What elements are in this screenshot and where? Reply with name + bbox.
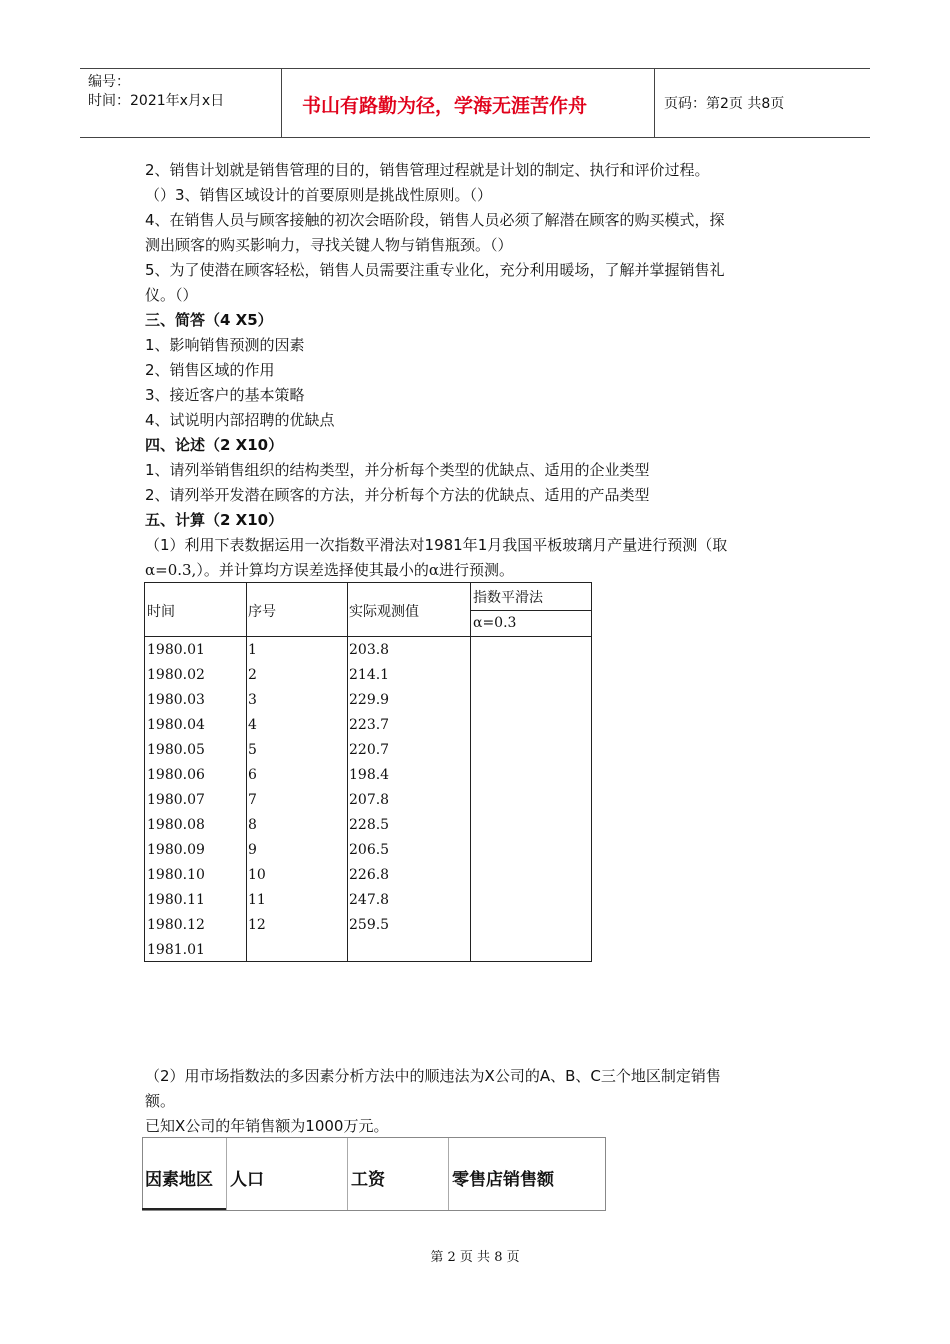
table-header: 零售店销售额 [452,1170,554,1190]
header-divider [281,69,282,137]
table-cell: 1980.08 [147,817,205,833]
table-header: 序号 [248,604,276,620]
table-cell: 5 [248,742,257,758]
table-cell: 1980.11 [147,892,205,908]
question-line: （1）利用下表数据运用一次指数平滑法对1981年1月我国平板玻璃月产量进行预测（取 [145,536,728,554]
list-item: 4、试说明内部招聘的优缺点 [145,411,335,429]
table-divider [470,583,471,961]
table-cell: 198.4 [349,767,390,783]
header-meta [88,73,224,111]
question-line: （）3、销售区域设计的首要原则是挑战性原则。（） [145,186,493,204]
table-cell: 223.7 [349,717,390,733]
table-cell: 1980.03 [147,692,205,708]
question-line: （2）用市场指数法的多因素分析方法中的顺违法为X公司的A、B、C三个地区制定销售 [145,1067,721,1085]
table-cell: 214.1 [349,667,390,683]
table-cell: 6 [248,767,257,783]
table-header: 实际观测值 [349,604,419,620]
table-cell: 228.5 [349,817,390,833]
question-line: 仪。（） [145,286,198,304]
table-cell: 1980.12 [147,917,205,933]
table-header: 因素地区 [145,1170,213,1190]
question-line: 5、为了使潜在顾客轻松，销售人员需要注重专业化，充分利用暖场，了解并掌握销售礼 [145,261,725,279]
underline [142,1208,226,1210]
page-footer: 第 2 页 共 8 页 [430,1250,520,1265]
question-line: α=0.3,）。并计算均方误差选择使其最小的α进行预测。 [145,561,514,579]
question-line: 已知X公司的年销售额为1000万元。 [145,1117,389,1135]
header-divider [654,69,655,137]
table-cell: 3 [248,692,257,708]
page-header [80,68,870,138]
list-item: 1、请列举销售组织的结构类型，并分析每个类型的优缺点、适用的企业类型 [145,461,650,479]
table-header: 工资 [351,1170,385,1190]
question-line: 2、销售计划就是销售管理的目的，销售管理过程就是计划的制定、执行和评价过程。 [145,161,710,179]
table-divider [470,610,591,611]
table-cell: 9 [248,842,257,858]
table-cell: 247.8 [349,892,390,908]
table-header: 时间 [147,604,175,620]
table-cell: 207.8 [349,792,390,808]
table-cell: 1980.09 [147,842,205,858]
table-cell: 8 [248,817,257,833]
question-line: 测出顾客的购买影响力，寻找关键人物与销售瓶颈。（） [145,236,513,254]
table-divider [347,1138,348,1210]
table-cell: 12 [248,917,266,933]
list-item: 3、接近客户的基本策略 [145,386,305,404]
header-time: 时间：2021年x月x日 [88,93,225,109]
header-page-number: 页码：第2页 共8页 [664,96,785,112]
table-cell: 203.8 [349,642,390,658]
table-cell: 1980.04 [147,717,205,733]
table-cell: 1980.07 [147,792,205,808]
smoothing-table [144,582,592,962]
table-divider [347,583,348,961]
table-cell: 2 [248,667,257,683]
table-cell: 1980.06 [147,767,205,783]
list-item: 2、请列举开发潜在顾客的方法，并分析每个方法的优缺点、适用的产品类型 [145,486,650,504]
section-title: 五、计算（2 X10） [145,511,284,529]
table-cell: 11 [248,892,266,908]
table-cell: 1980.02 [147,667,205,683]
table-cell: 1980.10 [147,867,205,883]
section-title: 四、论述（2 X10） [145,436,284,454]
table-cell: 1981.01 [147,942,205,958]
header-motto: 书山有路勤为径，学海无涯苦作舟 [302,95,588,117]
table-cell: 10 [248,867,266,883]
question-line: 额。 [145,1092,176,1110]
table-cell: 7 [248,792,257,808]
table-cell: 1980.05 [147,742,205,758]
table-divider [145,636,591,637]
list-item: 1、影响销售预测的因素 [145,336,305,354]
factor-table [142,1137,606,1211]
table-cell: 220.7 [349,742,390,758]
table-divider [226,1138,227,1210]
table-cell: 1980.01 [147,642,205,658]
table-header: 指数平滑法 [473,590,543,606]
table-cell: 259.5 [349,917,390,933]
table-header: α=0.3 [473,615,517,631]
table-divider [448,1138,449,1210]
table-cell: 229.9 [349,692,390,708]
list-item: 2、销售区域的作用 [145,361,275,379]
table-cell: 206.5 [349,842,390,858]
table-cell: 1 [248,642,257,658]
table-cell: 226.8 [349,867,390,883]
table-header: 人口 [230,1170,264,1190]
table-divider [246,583,247,961]
table-cell: 4 [248,717,257,733]
header-number: 编号： [88,74,130,90]
question-line: 4、在销售人员与顾客接触的初次会晤阶段，销售人员必须了解潜在顾客的购买模式，探 [145,211,725,229]
section-title: 三、简答（4 X5） [145,311,273,329]
